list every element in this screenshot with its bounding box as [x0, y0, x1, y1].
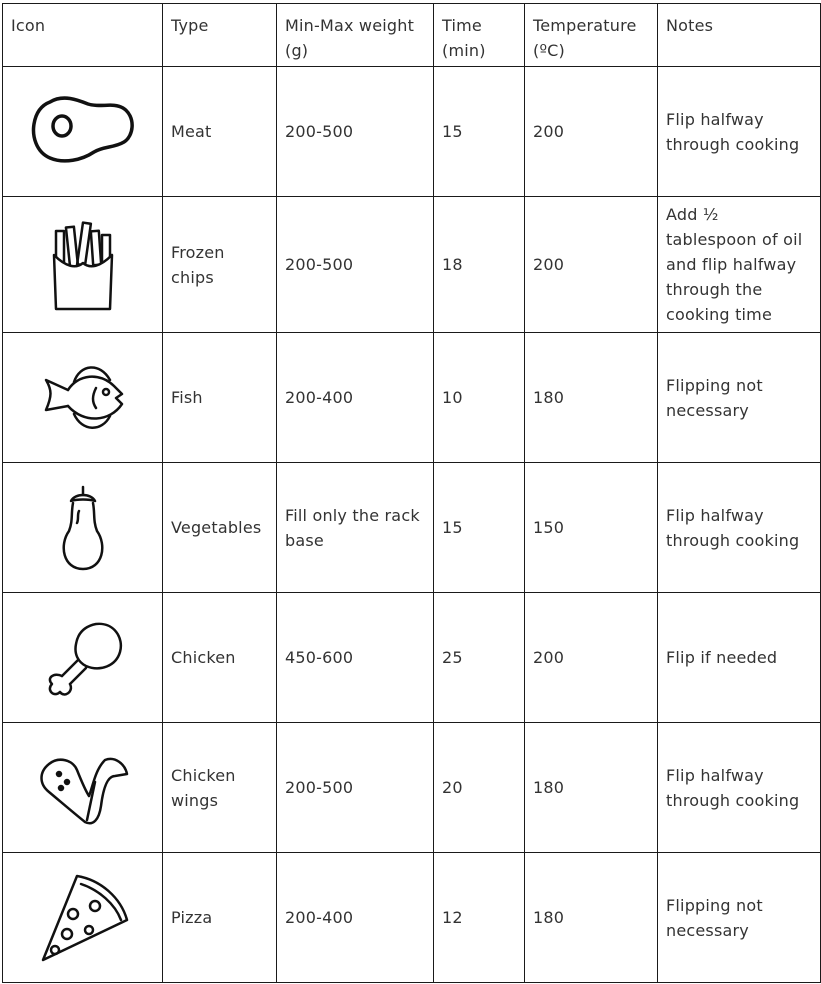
notes-cell: Add ½ tablespoon of oil and flip halfway through the cooking time — [658, 197, 821, 333]
chicken-wing-icon — [35, 746, 131, 830]
temperature-cell: 150 — [525, 463, 658, 593]
weight-cell: 200-400 — [277, 853, 434, 983]
steak-icon — [28, 92, 138, 172]
temperature-cell: 180 — [525, 853, 658, 983]
table-row — [3, 463, 821, 593]
temperature-cell: 180 — [525, 723, 658, 853]
header-row — [3, 4, 821, 67]
type-cell: Chicken — [163, 593, 277, 723]
type-cell: Frozen chips — [163, 197, 277, 333]
table-row — [3, 197, 821, 333]
weight-cell: 200-500 — [277, 723, 434, 853]
pizza-slice-icon — [35, 870, 131, 966]
icon-cell — [3, 723, 163, 853]
type-cell: Vegetables — [163, 463, 277, 593]
cooking-guide-table — [2, 3, 821, 983]
weight-cell: 200-400 — [277, 333, 434, 463]
fish-icon — [38, 360, 128, 436]
time-cell: 15 — [434, 67, 525, 197]
type-cell: Meat — [163, 67, 277, 197]
temperature-cell: 180 — [525, 333, 658, 463]
weight-cell: 200-500 — [277, 67, 434, 197]
temperature-cell: 200 — [525, 197, 658, 333]
notes-cell: Flip if needed — [658, 593, 821, 723]
notes-cell: Flip halfway through cooking — [658, 67, 821, 197]
drumstick-icon — [38, 618, 128, 698]
weight-cell: 200-500 — [277, 197, 434, 333]
time-cell: 25 — [434, 593, 525, 723]
type-cell: Fish — [163, 333, 277, 463]
type-cell: Pizza — [163, 853, 277, 983]
icon-cell — [3, 333, 163, 463]
time-cell: 15 — [434, 463, 525, 593]
icon-cell — [3, 67, 163, 197]
time-cell: 20 — [434, 723, 525, 853]
table-row — [3, 67, 821, 197]
notes-cell: Flipping not necessary — [658, 853, 821, 983]
eggplant-icon — [53, 481, 113, 575]
time-cell: 10 — [434, 333, 525, 463]
weight-cell: 450-600 — [277, 593, 434, 723]
weight-cell: Fill only the rack base — [277, 463, 434, 593]
temperature-cell: 200 — [525, 593, 658, 723]
table-row — [3, 723, 821, 853]
time-cell: 12 — [434, 853, 525, 983]
header-notes: Notes — [658, 4, 821, 67]
header-type: Type — [163, 4, 277, 67]
fries-icon — [48, 217, 118, 313]
icon-cell — [3, 197, 163, 333]
time-cell: 18 — [434, 197, 525, 333]
header-icon: Icon — [3, 4, 163, 67]
table-row — [3, 593, 821, 723]
header-temperature: Temperature (ºC) — [525, 4, 658, 67]
temperature-cell: 200 — [525, 67, 658, 197]
header-weight: Min-Max weight (g) — [277, 4, 434, 67]
icon-cell — [3, 463, 163, 593]
notes-cell: Flipping not necessary — [658, 333, 821, 463]
icon-cell — [3, 593, 163, 723]
notes-cell: Flip halfway through cooking — [658, 723, 821, 853]
icon-cell — [3, 853, 163, 983]
type-cell: Chicken wings — [163, 723, 277, 853]
notes-cell: Flip halfway through cooking — [658, 463, 821, 593]
table-row — [3, 853, 821, 983]
table-row — [3, 333, 821, 463]
header-time: Time (min) — [434, 4, 525, 67]
